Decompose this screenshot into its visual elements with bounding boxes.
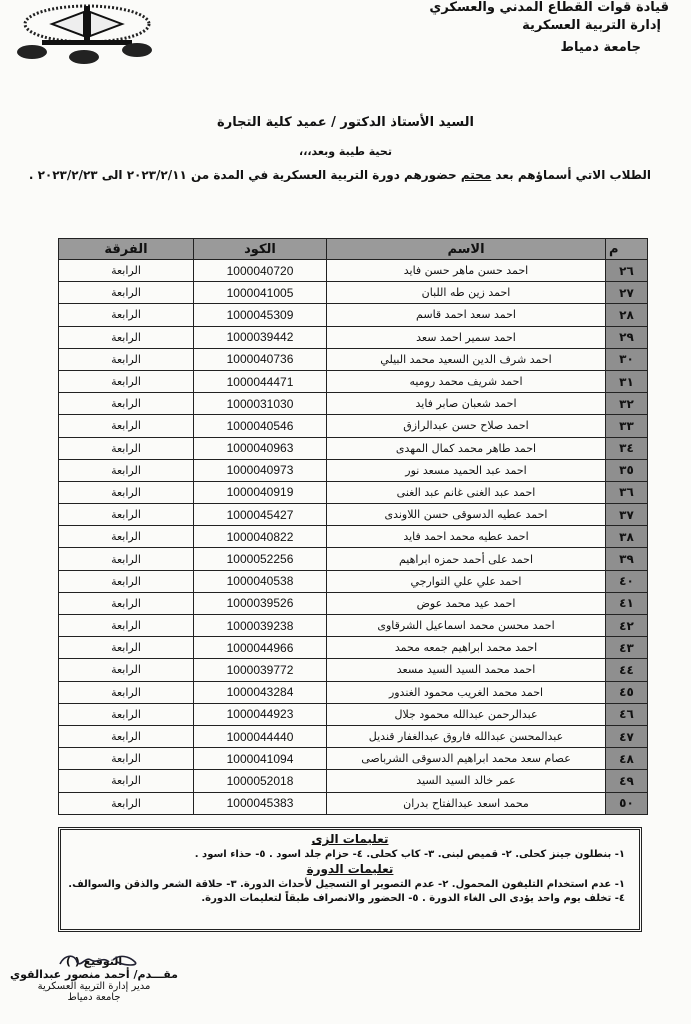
table-row [59,637,648,659]
table-row [59,725,648,747]
cell-name: احمد شرف الدين السعيد محمد البيلي [327,348,606,370]
cell-num: ٣٧ [606,504,648,526]
table-row [59,459,648,481]
cell-num: ٣٩ [606,548,648,570]
cell-num: ٣٥ [606,459,648,481]
cell-code: 1000045427 [194,504,327,526]
cell-level: الرابعة [59,570,194,592]
cell-num: ٤٣ [606,637,648,659]
cell-name: احمد شريف محمد روميه [327,370,606,392]
signatory-name: مقـــدم/ أحمد منصور عبدالقوي [10,968,178,981]
table-row [59,748,648,770]
cell-num: ٥٠ [606,792,648,814]
cell-name: احمد على أحمد حمزه ابراهيم [327,548,606,570]
cell-code: 1000052018 [194,770,327,792]
header-level: الفرقة [59,239,194,260]
table-row [59,526,648,548]
cell-code: 1000039772 [194,659,327,681]
cell-num: ٢٦ [606,260,648,282]
signatory-title: مدير إدارة التربية العسكرية [37,981,151,992]
table-row [59,260,648,282]
cell-name: احمد محمد الغريب محمود الغندور [327,681,606,703]
cell-code: 1000040963 [194,437,327,459]
cell-num: ٣٠ [606,348,648,370]
table-row [59,792,648,814]
cell-num: ٤٨ [606,748,648,770]
table-row [59,548,648,570]
cell-code: 1000040822 [194,526,327,548]
table-row [59,504,648,526]
cell-num: ٤٥ [606,681,648,703]
instructions-box [58,827,642,932]
intro-text: الطلاب الاتي أسماؤهم بعد [491,168,651,182]
cell-level: الرابعة [59,326,194,348]
cell-code: 1000031030 [194,393,327,415]
signature-label: التوقيع ( ) [65,955,123,968]
table-row [59,681,648,703]
table-row [59,481,648,503]
cell-code: 1000040973 [194,459,327,481]
cell-code: 1000039442 [194,326,327,348]
cell-code: 1000044471 [194,370,327,392]
cell-num: ٣٢ [606,393,648,415]
cell-code: 1000045309 [194,304,327,326]
uniform-line: ١- بنطلون جينز كحلى. ٢- قميص لبنى. ٣- كاب كحلى. ٤- حزام جلد اسود . ٥- حذاء اسود . [194,849,625,860]
cell-num: ٤٩ [606,770,648,792]
cell-code: 1000045383 [194,792,327,814]
table-row [59,348,648,370]
addressee: السيد الأستاذ الدكتور / عميد كلية التجارة [217,115,474,130]
cell-name: عصام سعد محمد ابراهيم الدسوقى الشرباصى [327,748,606,770]
cell-level: الرابعة [59,393,194,415]
intro-paragraph [29,168,651,182]
cell-code: 1000044440 [194,725,327,747]
cell-code: 1000044966 [194,637,327,659]
cell-name: احمد سعد احمد قاسم [327,304,606,326]
table-row [59,304,648,326]
table-row [59,326,648,348]
cell-num: ٤٧ [606,725,648,747]
cell-num: ٤٦ [606,703,648,725]
cell-name: احمد شعبان صابر فايد [327,393,606,415]
intro-text-dates: حضورهم دورة التربية العسكرية في المدة من ٢٠٢٣/٢/١١ الى ٢٠٢٣/٢/٢٣ . [28,168,461,182]
cell-num: ٣٨ [606,526,648,548]
cell-level: الرابعة [59,659,194,681]
course-title: تعليمات الدورة [306,862,394,876]
cell-name: احمد علي علي التوارجي [327,570,606,592]
cell-num: ٢٩ [606,326,648,348]
course-line-2: ٤- تخلف يوم واحد يؤدى الى الغاء الدورة . ٥- الحضور والانصراف طبقاً لتعليمات الدورة. [201,893,625,904]
cell-name: عمر خالد السيد السيد [327,770,606,792]
cell-name: احمد محسن محمد اسماعيل الشرقاوى [327,615,606,637]
cell-level: الرابعة [59,437,194,459]
cell-code: 1000039238 [194,615,327,637]
table-row [59,415,648,437]
table-row [59,370,648,392]
cell-num: ٢٨ [606,304,648,326]
cell-level: الرابعة [59,415,194,437]
uniform-title: تعليمات الزى [311,832,389,846]
cell-name: احمد عطيه الدسوقى حسن اللاوندى [327,504,606,526]
signatory-org: جامعة دمياط [67,992,121,1003]
cell-name: احمد حسن ماهر حسن فايد [327,260,606,282]
cell-name: احمد محمد السيد السيد مسعد [327,659,606,681]
cell-name: احمد محمد ابراهيم جمعه محمد [327,637,606,659]
cell-level: الرابعة [59,370,194,392]
cell-num: ٤٠ [606,570,648,592]
cell-num: ٤٤ [606,659,648,681]
cell-level: الرابعة [59,260,194,282]
cell-name: احمد عيد محمد عوض [327,592,606,614]
cell-level: الرابعة [59,504,194,526]
cell-code: 1000040546 [194,415,327,437]
cell-level: الرابعة [59,548,194,570]
cell-level: الرابعة [59,282,194,304]
cell-level: الرابعة [59,526,194,548]
cell-name: عبدالمحسن عبدالله فاروق عبدالغفار قنديل [327,725,606,747]
header-name: الاسم [327,239,606,260]
cell-name: احمد صلاح حسن عبدالرازق [327,415,606,437]
table-row [59,770,648,792]
cell-name: عبدالرحمن عبدالله محمود جلال [327,703,606,725]
cell-code: 1000043284 [194,681,327,703]
table-row [59,592,648,614]
cell-code: 1000040919 [194,481,327,503]
cell-level: الرابعة [59,770,194,792]
cell-code: 1000039526 [194,592,327,614]
cell-level: الرابعة [59,459,194,481]
cell-code: 1000041005 [194,282,327,304]
cell-code: 1000040720 [194,260,327,282]
table-row [59,703,648,725]
cell-num: ٢٧ [606,282,648,304]
cell-name: احمد طاهر محمد كمال المهدى [327,437,606,459]
cell-code: 1000040538 [194,570,327,592]
org-university: جامعة دمياط [560,40,641,55]
table-row [59,570,648,592]
cell-name: احمد عطيه محمد احمد فايد [327,526,606,548]
header-num: م [606,239,648,260]
university-emblem-logo [12,2,162,64]
cell-num: ٤١ [606,592,648,614]
cell-level: الرابعة [59,481,194,503]
course-line-1: ١- عدم استخدام التليفون المحمول. ٢- عدم التصوير او التسجيل لأحداث الدورة. ٣- حلاقة الشعر والذقن والسوالف. [68,879,625,890]
cell-name: احمد عبد الغنى غانم عبد الغنى [327,481,606,503]
handwritten-signature [55,950,145,972]
cell-code: 1000041094 [194,748,327,770]
cell-level: الرابعة [59,703,194,725]
table-row [59,393,648,415]
cell-name: احمد سمير احمد سعد [327,326,606,348]
cell-level: الرابعة [59,637,194,659]
cell-code: 1000052256 [194,548,327,570]
cell-code: 1000044923 [194,703,327,725]
table-row [59,659,648,681]
cell-level: الرابعة [59,748,194,770]
org-department: إدارة التربية العسكرية [522,18,661,33]
cell-level: الرابعة [59,681,194,703]
cell-level: الرابعة [59,348,194,370]
cell-num: ٣٣ [606,415,648,437]
header-code: الكود [194,239,327,260]
table-header-row [59,239,648,260]
greeting: تحية طيبة وبعد،،، [299,145,392,158]
cell-num: ٤٢ [606,615,648,637]
students-table [58,238,648,815]
cell-num: ٣٤ [606,437,648,459]
table-row [59,282,648,304]
cell-name: محمد اسعد عبدالفتاح بدران [327,792,606,814]
table-row [59,615,648,637]
cell-level: الرابعة [59,615,194,637]
cell-name: احمد عبد الحميد مسعد نور [327,459,606,481]
cell-code: 1000040736 [194,348,327,370]
cell-level: الرابعة [59,592,194,614]
cell-num: ٣١ [606,370,648,392]
cell-level: الرابعة [59,304,194,326]
cell-level: الرابعة [59,725,194,747]
cell-level: الرابعة [59,792,194,814]
cell-num: ٣٦ [606,481,648,503]
table-row [59,437,648,459]
header-top-line: قيادة قوات القطاع المدني والعسكري [429,0,669,15]
intro-underlined: محتم [460,168,492,182]
cell-name: احمد زين طه اللبان [327,282,606,304]
